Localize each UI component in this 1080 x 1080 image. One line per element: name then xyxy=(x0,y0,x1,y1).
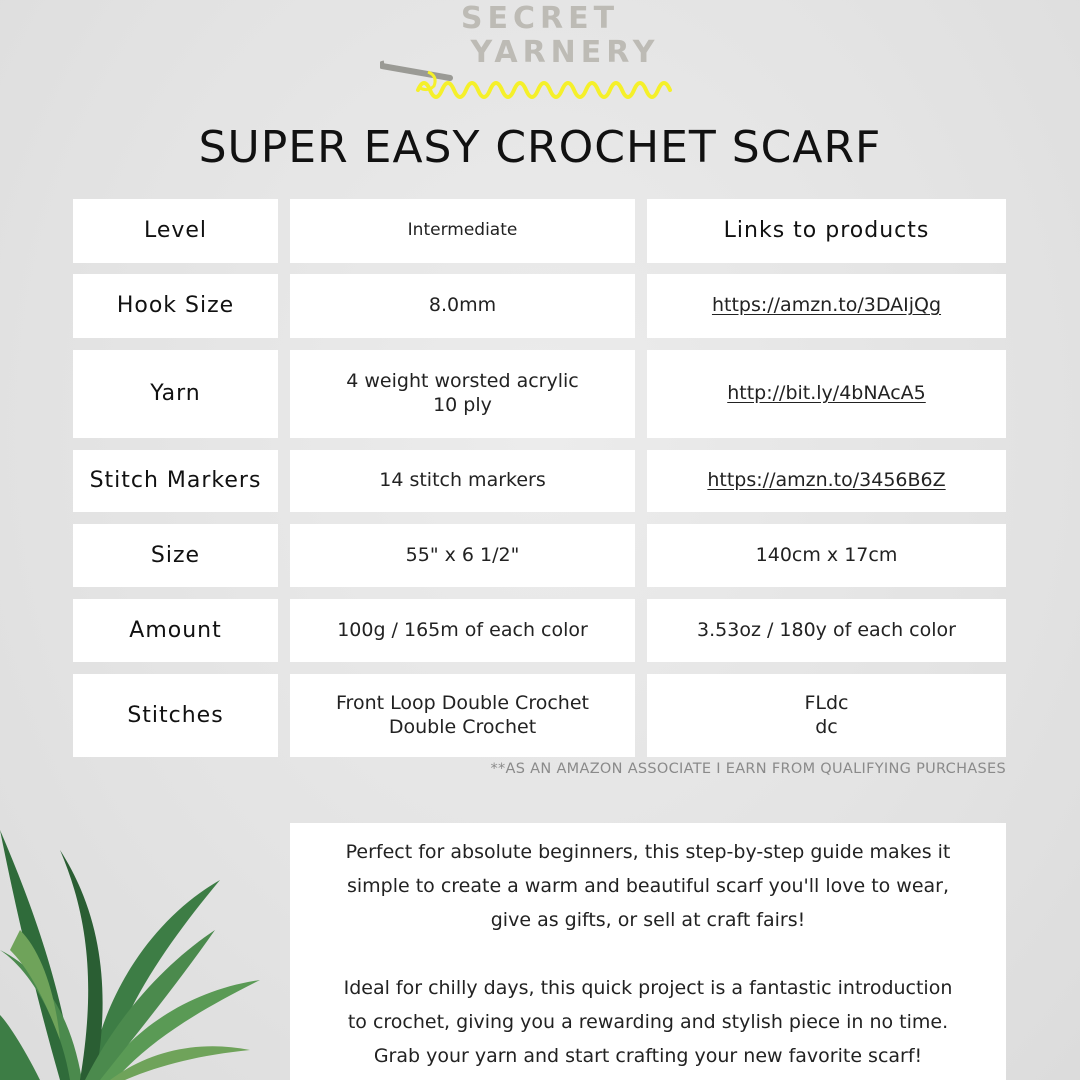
cell-text: Amount xyxy=(129,617,222,643)
cell-text: Size xyxy=(150,542,201,568)
row-level-label xyxy=(73,199,278,263)
hook-product-link[interactable]: https://amzn.to/3DAIjQg xyxy=(711,294,942,317)
row-level-value xyxy=(290,199,635,263)
row-amount-value xyxy=(290,599,635,662)
description-line: Perfect for absolute beginners, this step-by-step guide makes it xyxy=(345,841,951,863)
cell-text: Hook Size xyxy=(116,293,235,319)
cell-text: Stitch Markers xyxy=(89,468,262,494)
row-hook-size-value xyxy=(290,274,635,338)
description-line: to crochet, giving you a rewarding and stylish piece in no time. xyxy=(347,1011,949,1033)
row-stitches-abbrev xyxy=(647,674,1006,757)
row-stitch-markers-link xyxy=(647,450,1006,512)
cell-text: 14 stitch markers xyxy=(379,469,546,492)
crochet-hook-icon xyxy=(380,60,680,100)
cell-text: Double Crochet xyxy=(388,715,537,738)
cell-text: FLdc xyxy=(804,691,849,714)
description-line: give as gifts, or sell at craft fairs! xyxy=(490,909,806,931)
cell-text: Stitches xyxy=(127,702,224,728)
row-stitch-markers-label xyxy=(73,450,278,512)
plant-image xyxy=(0,810,290,1080)
cell-text: Front Loop Double Crochet xyxy=(336,691,589,714)
affiliate-disclaimer: **AS AN AMAZON ASSOCIATE I EARN FROM QUALIFYING PURCHASES xyxy=(490,761,1006,777)
cell-text: 10 ply xyxy=(433,394,492,416)
cell-text: 3.53oz / 180y of each color xyxy=(697,618,956,641)
cell-text: Level xyxy=(143,218,208,244)
cell-text: 8.0mm xyxy=(428,294,497,317)
description-line: simple to create a warm and beautiful scarf you'll love to wear, xyxy=(346,875,950,897)
row-stitches-value xyxy=(290,674,635,757)
cell-text: dc xyxy=(815,715,838,738)
cell-text: 4 weight worsted acrylic xyxy=(346,370,579,393)
row-size-value xyxy=(290,524,635,587)
brand-logo xyxy=(380,2,680,102)
row-stitches-label xyxy=(73,674,278,757)
row-stitch-markers-value xyxy=(290,450,635,512)
links-header xyxy=(647,199,1006,263)
row-yarn-label xyxy=(73,350,278,438)
cell-text: 100g / 165m of each color xyxy=(337,618,588,641)
row-hook-size-link xyxy=(647,274,1006,338)
cell-text: 55" x 6 1/2" xyxy=(405,543,520,566)
row-amount-label xyxy=(73,599,278,662)
brand-name-line2: YARNERY xyxy=(470,35,660,70)
row-yarn-link xyxy=(647,350,1006,438)
row-size-metric xyxy=(647,524,1006,587)
cell-text: Yarn xyxy=(150,381,201,407)
row-amount-imperial xyxy=(647,599,1006,662)
cell-text: 140cm x 17cm xyxy=(755,543,898,566)
row-yarn-value xyxy=(290,350,635,438)
row-size-label xyxy=(73,524,278,587)
description-line: Grab your yarn and start crafting your new favorite scarf! xyxy=(373,1045,923,1067)
yarn-product-link[interactable]: http://bit.ly/4bNAcA5 xyxy=(727,382,926,405)
description-paragraph-2 xyxy=(290,971,1006,1073)
description-box xyxy=(290,823,1006,1080)
stitch-markers-product-link[interactable]: https://amzn.to/3456B6Z xyxy=(707,469,946,492)
cell-text: Intermediate xyxy=(407,220,518,241)
row-hook-size-label xyxy=(73,274,278,338)
description-paragraph-1 xyxy=(290,835,1006,937)
cell-text: Links to products xyxy=(723,218,930,244)
description-line: Ideal for chilly days, this quick project is a fantastic introduction xyxy=(343,977,953,999)
brand-name-line1: SECRET xyxy=(460,1,620,36)
page-title: SUPER EASY CROCHET SCARF xyxy=(198,122,882,173)
